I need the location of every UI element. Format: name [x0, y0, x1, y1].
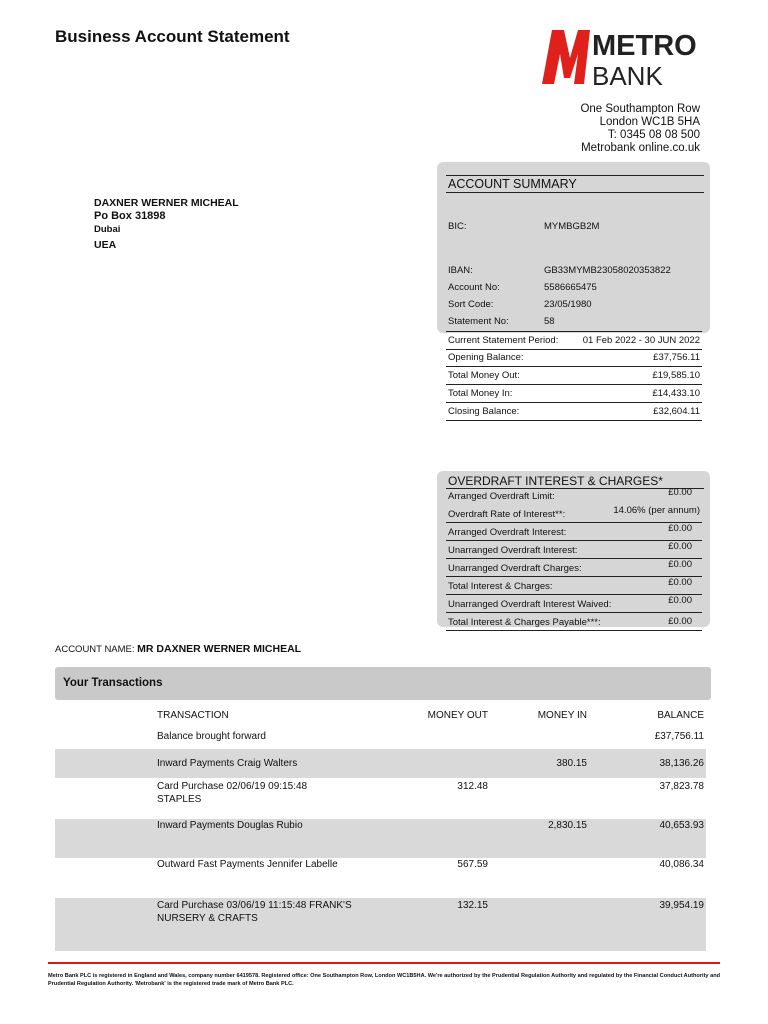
iban-label: IBAN: [448, 265, 473, 276]
overdraft-row-value: £0.00 [668, 523, 692, 534]
opening-balance-row [446, 349, 702, 367]
overdraft-row-value: £0.00 [668, 541, 692, 552]
opening-balance-label: Opening Balance: [448, 352, 524, 363]
table-row [55, 898, 706, 951]
account-number-label: Account No: [448, 282, 500, 293]
overdraft-row-value: £0.00 [668, 577, 692, 588]
statement-title: Business Account Statement [55, 27, 290, 46]
overdraft-row-value: £0.00 [668, 487, 692, 498]
overdraft-row [446, 505, 702, 523]
table-row [55, 858, 706, 898]
overdraft-row [446, 595, 702, 613]
table-row [55, 778, 706, 819]
tx-balance: 38,136.26 [659, 758, 704, 769]
bank-address [580, 103, 700, 155]
bank-phone: T: 0345 08 08 500 [607, 129, 700, 141]
overdraft-row-label: Arranged Overdraft Interest: [448, 527, 567, 538]
closing-balance-label: Closing Balance: [448, 406, 520, 417]
col-balance: BALANCE [657, 710, 704, 721]
footer-legal-text: Metro Bank PLC is registered in England and Wales, company number 6419578. Registered office: One Southampton Row, London WC1B5HA. We're authorized by the Prudential Regulation Authority and regulated by the Financial Conduct Authority and Prudential Regulation Authority. 'Metrobank' is the registered trade mark of Metro Bank PLC. [48, 973, 721, 987]
tx-description [157, 780, 307, 806]
money-in-label: Total Money In: [448, 388, 513, 399]
bank-website: Metrobank online.co.uk [581, 142, 700, 154]
closing-balance-row [446, 403, 702, 421]
tx-balance: 39,954.19 [659, 900, 704, 911]
overdraft-row-label: Unarranged Overdraft Interest: [448, 545, 578, 556]
customer-address [94, 197, 239, 252]
customer-name: DAXNER WERNER MICHEAL [94, 197, 239, 209]
closing-balance-value: £32,604.11 [653, 406, 700, 417]
money-in-row [446, 385, 702, 403]
bank-address-line: One Southampton Row [580, 103, 700, 115]
overdraft-row-label: Unarranged Overdraft Charges: [448, 563, 582, 574]
statement-number-label: Statement No: [448, 316, 509, 327]
overdraft-row [446, 541, 702, 559]
tx-description-line: Card Purchase 03/06/19 11:15:48 FRANK'S [157, 900, 352, 911]
overdraft-row [446, 613, 702, 631]
iban-value: GB33MYMB23058020353822 [544, 265, 671, 276]
tx-description-line: Card Purchase 02/06/19 09:15:48 [157, 781, 308, 792]
account-name-value: MR DAXNER WERNER MICHEAL [137, 643, 302, 655]
overdraft-row [446, 559, 702, 577]
overdraft-row-value: £0.00 [668, 595, 692, 606]
tx-description: Outward Fast Payments Jennifer Labelle [157, 859, 338, 870]
col-transaction: TRANSACTION [157, 710, 229, 721]
tx-description: Inward Payments Craig Walters [157, 758, 298, 769]
tx-description: Balance brought forward [157, 731, 266, 742]
tx-money-out: 567.59 [457, 859, 488, 870]
money-out-row [446, 367, 702, 385]
tx-description [157, 899, 352, 925]
overdraft-row-label: Overdraft Rate of Interest**: [448, 509, 566, 520]
metro-bank-logo [540, 28, 705, 88]
transactions-heading: Your Transactions [63, 677, 163, 689]
money-out-value: £19,585.10 [652, 370, 700, 381]
statement-period-label: Current Statement Period: [448, 335, 559, 346]
overdraft-row-label: Total Interest & Charges Payable***: [448, 617, 601, 628]
account-number-value: 5586665475 [544, 282, 597, 293]
tx-money-in: 380.15 [556, 758, 587, 769]
tx-balance: 40,086.34 [659, 859, 704, 870]
tx-balance: 37,823.78 [659, 781, 704, 792]
statement-period-value: 01 Feb 2022 - 30 JUN 2022 [582, 335, 700, 346]
money-in-value: £14,433.10 [652, 388, 700, 399]
tx-balance: 40,653.93 [659, 820, 704, 831]
sort-code-value: 23/05/1980 [544, 299, 592, 310]
tx-balance: £37,756.11 [654, 731, 704, 742]
account-name [55, 643, 301, 655]
bic-value: MYMBGB2M [544, 221, 600, 232]
logo-word-top: METRO [592, 30, 697, 62]
metro-bank-logo-icon [540, 28, 705, 88]
overdraft-row-label: Arranged Overdraft Limit: [448, 491, 555, 502]
account-name-label: ACCOUNT NAME: [55, 644, 135, 655]
sort-code-label: Sort Code: [448, 299, 494, 310]
customer-address-line: Dubai [94, 224, 121, 235]
opening-balance-value: £37,756.11 [653, 352, 700, 363]
table-row [55, 727, 706, 747]
overdraft-row-value: £0.00 [668, 616, 692, 627]
statement-period-row [446, 331, 702, 350]
tx-money-out: 132.15 [457, 900, 488, 911]
tx-money-out: 312.48 [457, 781, 488, 792]
customer-address-line: Po Box 31898 [94, 210, 166, 222]
table-row [55, 819, 706, 858]
overdraft-row-value: 14.06% (per annum) [613, 505, 700, 516]
overdraft-row [446, 523, 702, 541]
col-money-in: MONEY IN [537, 710, 587, 721]
overdraft-heading: OVERDRAFT INTEREST & CHARGES* [446, 474, 704, 489]
table-row [55, 749, 706, 778]
overdraft-row [446, 577, 702, 595]
statement-number-value: 58 [544, 316, 555, 327]
overdraft-row-label: Unarranged Overdraft Interest Waived: [448, 599, 612, 610]
tx-description: Inward Payments Douglas Rubio [157, 820, 303, 831]
overdraft-row-value: £0.00 [668, 559, 692, 570]
logo-word-bottom: BANK [592, 61, 663, 88]
customer-address-line: UEA [94, 239, 117, 251]
account-summary-heading: ACCOUNT SUMMARY [446, 175, 704, 193]
col-money-out: MONEY OUT [427, 710, 488, 721]
bic-label: BIC: [448, 221, 467, 232]
tx-description-line: STAPLES [157, 794, 202, 805]
money-out-label: Total Money Out: [448, 370, 520, 381]
overdraft-row-label: Total Interest & Charges: [448, 581, 553, 592]
tx-description-line: NURSERY & CRAFTS [157, 913, 258, 924]
tx-money-in: 2,830.15 [548, 820, 587, 831]
bank-address-line: London WC1B 5HA [599, 116, 700, 128]
transactions-header [55, 667, 711, 700]
footer-divider [48, 962, 720, 964]
overdraft-row [446, 487, 702, 504]
